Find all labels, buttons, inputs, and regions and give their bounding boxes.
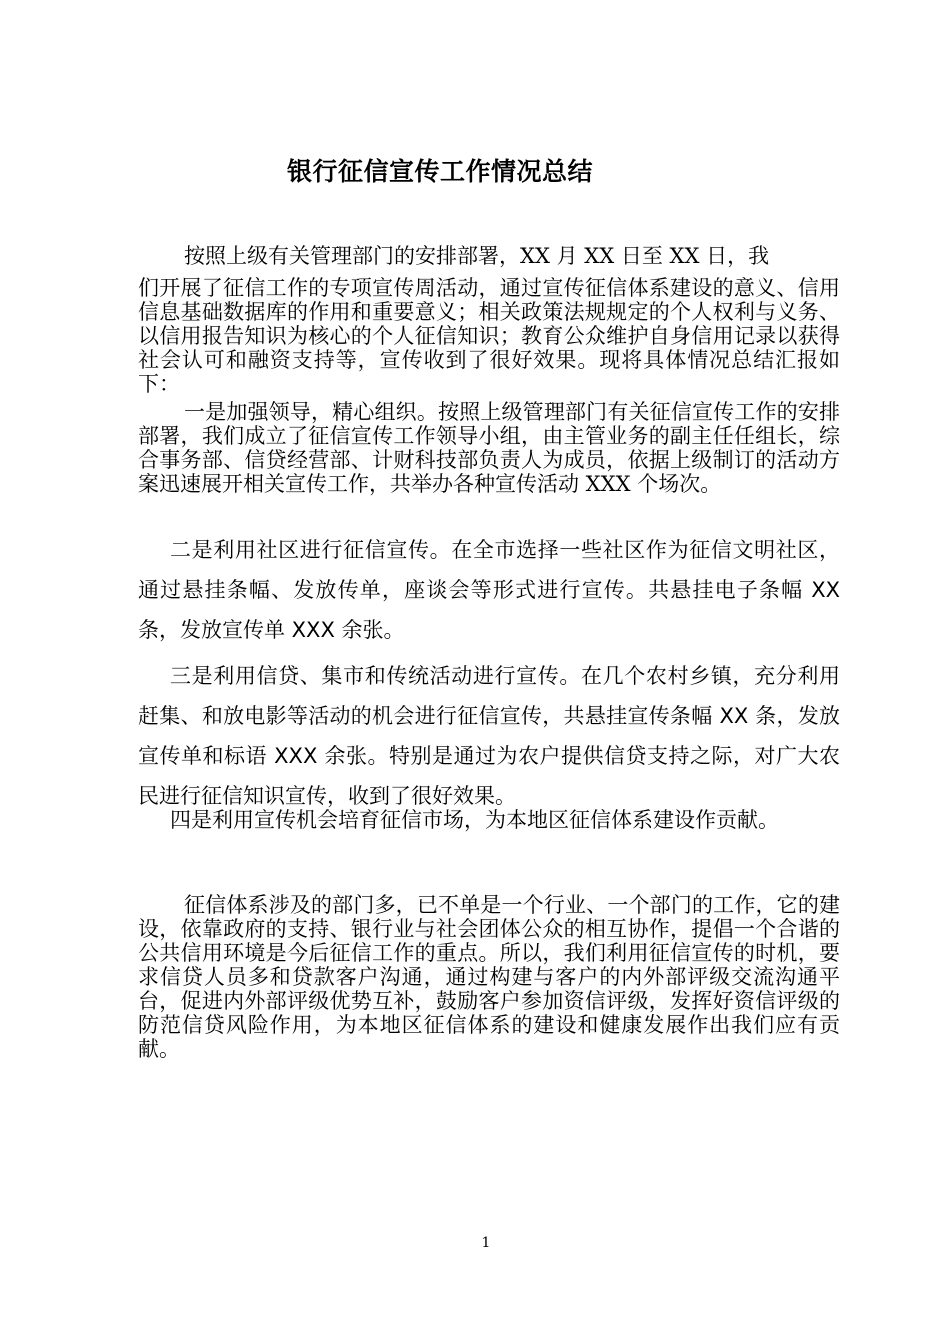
point-one-paragraph: 一是加强领导，精心组织。按照上级管理部门有关征信宣传工作的安排部署，我们成立了征信宣传工作领导小组，由主管业务的副主任任组长，综合事务部、信贷经营部、计财科技部负责人为成员，依据上级制订的活动方案迅速展开相关宣传工作，共举办各种宣传活动 XXX 个场次。 — [138, 400, 840, 496]
point-three-paragraph: 三是利用信贷、集市和传统活动进行宣传。在几个农村乡镇，充分利用赶集、和放电影等活动的机会进行征信宣传，共悬挂宣传条幅 XX 条，发放宣传单和标语 XXX 余张。特别是通过为农户提供信贷支持之际，对广大农民进行征信知识宣传，收到了很好效果。 — [138, 664, 840, 808]
intro-body: 们开展了征信工作的专项宣传周活动，通过宣传征信体系建设的意义、信用信息基础数据库的作用和重要意义；相关政策法规规定的个人权利与义务、以信用报告知识为核心的个人征信知识；教育公众维护自身信用记录以获得社会认可和融资支持等，宣传收到了很好效果。现将具体情况总结汇报如下： — [138, 276, 840, 396]
intro-first-line: 按照上级有关管理部门的安排部署，XX 月 XX 日至 XX 日，我 — [184, 244, 770, 268]
intro-paragraph — [138, 236, 840, 396]
page-number: 1 — [481, 1235, 491, 1251]
document-title: 银行征信宣传工作情况总结 — [286, 157, 593, 186]
conclusion-paragraph: 征信体系涉及的部门多，已不单是一个行业、一个部门的工作，它的建设，依靠政府的支持、银行业与社会团体公众的相互协作，提倡一个合谐的公共信用环境是今后征信工作的重点。所以，我们利用征信宣传的时机，要求信贷人员多和贷款客户沟通，通过构建与客户的内外部评级交流沟通平台，促进内外部评级优势互补，鼓励客户参加资信评级，发挥好资信评级的防范信贷风险作用，为本地区征信体系的建设和健康发展作出我们应有贡献。 — [138, 893, 840, 1061]
point-four-paragraph: 四是利用宣传机会培育征信市场，为本地区征信体系建设作贡献。 — [170, 808, 779, 832]
point-two-paragraph: 二是利用社区进行征信宣传。在全市选择一些社区作为征信文明社区，通过悬挂条幅、发放传单，座谈会等形式进行宣传。共悬挂电子条幅 XX 条，发放宣传单 XXX 余张。 — [138, 538, 840, 642]
